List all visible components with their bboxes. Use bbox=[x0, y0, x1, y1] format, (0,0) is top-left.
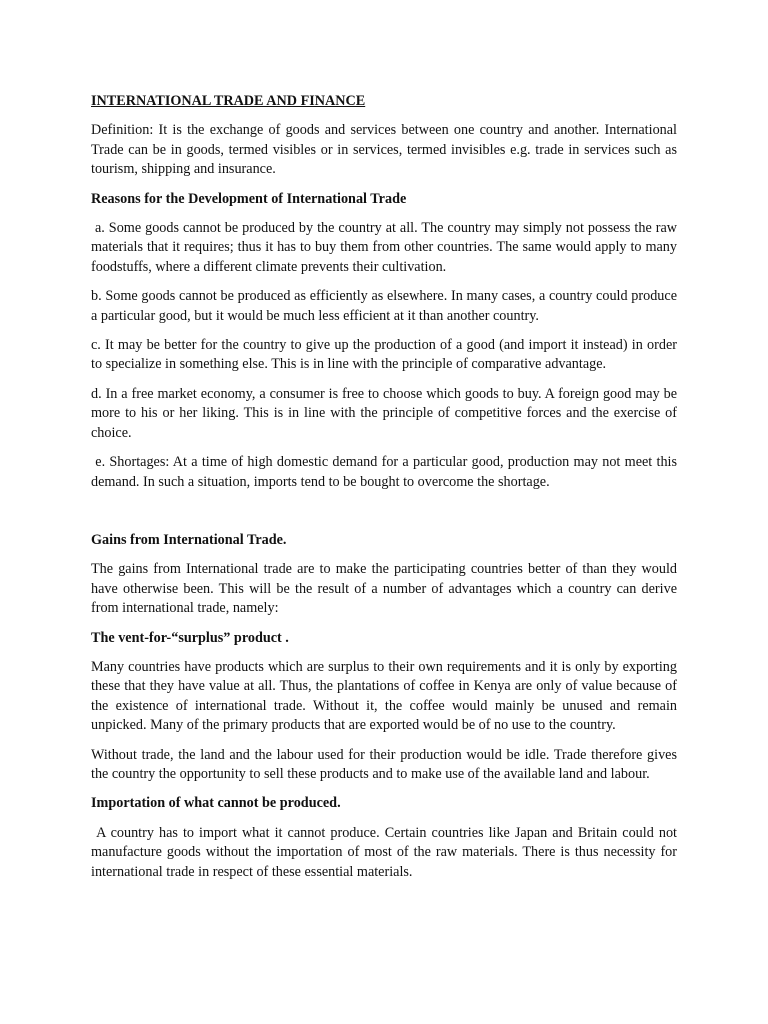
reason-c-paragraph: c. It may be better for the country to give up the production of a good (and import it instead) in order to specialize in something else. This is in line with the principle of comparative advantage. bbox=[91, 337, 677, 373]
definition-paragraph: Definition: It is the exchange of goods and services between one country and another. International Trade can be in goods, termed visibles or in services, termed invisibles e.g. trade in services such as tourism, shipping and insurance. bbox=[91, 122, 677, 178]
vent-paragraph-2: Without trade, the land and the labour used for their production would be idle. Trade therefore gives the country the opportunity to sell these products and to make use of the available land and labour. bbox=[91, 746, 677, 782]
reason-e-paragraph: e. Shortages: At a time of high domestic demand for a particular good, production may not meet this demand. In such a situation, imports tend to be bought to overcome the shortage. bbox=[91, 454, 681, 490]
gains-heading: Gains from International Trade. bbox=[91, 531, 287, 548]
importation-paragraph: A country has to import what it cannot produce. Certain countries like Japan and Britain could not manufacture goods without the importation of most of the raw materials. There is thus necessity for international trade in respect of these essential materials. bbox=[91, 824, 681, 880]
gains-intro-paragraph: The gains from International trade are to make the participating countries better of than they would have otherwise been. This will be the result of a number of advantages which a country can derive from international trade, namely: bbox=[91, 561, 677, 617]
importation-heading: Importation of what cannot be produced. bbox=[91, 795, 341, 812]
vent-paragraph-1: Many countries have products which are surplus to their own requirements and it is only by exporting these that they have value at all. Thus, the plantations of coffee in Kenya are only of value because of the existence of international trade. Without it, the coffee would mainly be unused and remain unpicked. Many of the primary products that are exported would be of no use to the country. bbox=[91, 658, 677, 734]
reason-d-paragraph: d. In a free market economy, a consumer is free to choose which goods to buy. A foreign good may be more to his or her liking. This is in line with the principle of competitive forces and the exercise of choice. bbox=[91, 385, 677, 441]
reason-b-paragraph: b. Some goods cannot be produced as efficiently as elsewhere. In many cases, a country could produce a particular good, but it would be much less efficient at it than another country. bbox=[91, 288, 677, 324]
section-spacer bbox=[91, 502, 677, 531]
reasons-heading: Reasons for the Development of International Trade bbox=[91, 190, 407, 207]
reason-a-paragraph: a. Some goods cannot be produced by the country at all. The country may simply not possess the raw materials that it requires; thus it has to buy them from other countries. The same would apply to many foodstuffs, where a different climate prevents their cultivation. bbox=[91, 220, 681, 275]
document-page bbox=[91, 92, 681, 892]
document-title: INTERNATIONAL TRADE AND FINANCE bbox=[91, 93, 366, 109]
vent-for-surplus-heading: The vent-for-“surplus” product . bbox=[91, 629, 289, 646]
